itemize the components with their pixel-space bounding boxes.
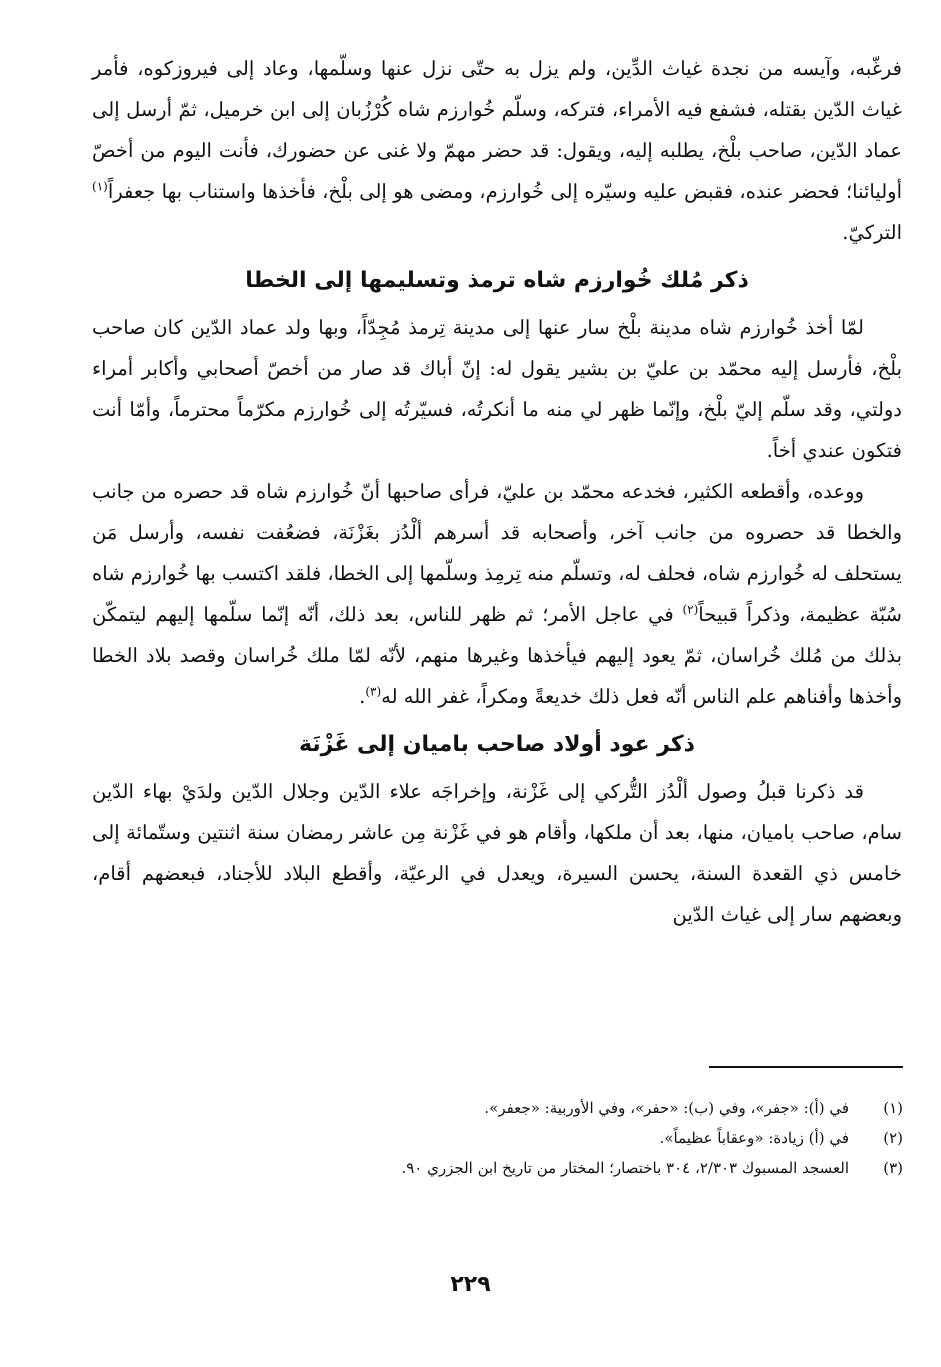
paragraph-1-text: فرغّبه، وآيسه من نجدة غياث الدِّين، ولم يزل به حتّى نزل عنها وسلّمها، وعاد إلى فيروزكوه، فأمر غياث الدّين بقتله، فشفع فيه الأمراء، فتركه، وسلّم خُوارزم شاه كُرْزُبان إلى ابن خرميل، ثمّ أرسل إلى عماد الدّين، صاحب بلْخ، يطلبه إليه، ويقول: قد حضر مهمّ ولا غنى عن حضورك، فأنت اليوم من أخصّ أوليائنا؛ فحضر عنده، فقبض عليه وسيّره إلى خُوارزم، ومضى هو إلى بلْخ، فأخذها واستناب بها جعفراً: [92, 57, 902, 203]
footnote-number: (٢): [883, 1129, 903, 1147]
footnote-3: [93, 1153, 903, 1183]
footnote-text: العسجد المسبوك ٢/٣٠٣، ٣٠٤ باختصار؛ المختار من تاريخ ابن الجزري ٩٠.: [401, 1159, 849, 1177]
footnote-1: [93, 1093, 903, 1123]
paragraph-4: قد ذكرنا قبلُ وصول ألْدُز التُّركي إلى غَزْنة، وإخراجَه علاء الدّين وجلال الدّين ولدَيْ بهاء الدّين سام، صاحب باميان، منها، بعد أن ملكها، وأقام هو في غَزْنة مِن عاشر رمضان سنة اثنتين وستّمائة إلى خامس ذي القعدة السنة، يحسن السيرة، ويعدل في الرعيّة، وأقطع البلاد للأجناد، فبعضهم أقام، وبعضهم سار إلى غياث الدّين: [92, 780, 902, 926]
paragraph-3-text: ووعده، وأقطعه الكثير، فخدعه محمّد بن عليّ، فرأى صاحبها أنّ خُوارزم شاه قد حصره من جانب والخطا قد حصروه من جانب آخر، وأصحابه قد أسرهم ألْدُز بغَزْنَة، فضعُفت نفسه، وأرسل مَن يستحلف له خُوارزم شاه، فحلف له، وتسلّم منه تِرمِذ وسلّمها إلى الخطا، فلقد اكتسب بها خُوارزم شاه سُبّة عظيمة، وذكراً قبيحاً: [92, 480, 902, 626]
footnote-divider: [709, 1066, 903, 1068]
section-heading-ghazna: ذكر عود أولاد صاحب باميان إلى غَزْنَة: [299, 732, 695, 757]
paragraph-2: لمّا أخذ خُوارزم شاه مدينة بلْخ سار عنها إلى مدينة تِرمذ مُجِدّاً، وبها ولد عماد الدّين كان صاحب بلْخ، فأرسل إليه محمّد بن عليّ بن بشير يقول له: إنّ أباك قد صار من أخصّ أصحابي وأكابر أمراء دولتي، وقد سلّم إليّ بلْخ، وإنّما ظهر لي منه ما أنكرتُه، فسيّرتُه إلى خُوارزم مكرّماً محترماً، وأمّا أنت فتكون عندي أخاً.: [92, 316, 902, 462]
footnote-ref-3[interactable]: (٣): [365, 684, 382, 699]
footnote-2: [93, 1123, 903, 1153]
footnote-text: في (أ): «جفر»، وفي (ب): «حفر»، وفي الأوربية: «جعفر».: [484, 1099, 849, 1117]
paragraph-3-end: .: [359, 685, 366, 708]
footnote-number: (٣): [883, 1159, 903, 1177]
footnote-ref-2[interactable]: (٢): [682, 602, 699, 617]
footnote-text: في (أ) زيادة: «وعقاباً عظيماً».: [659, 1129, 849, 1147]
page-number: ٢٢٩: [450, 1272, 491, 1297]
paragraph-1-tail: التركيّ.: [842, 221, 902, 244]
page-body: [92, 48, 902, 935]
footnote-ref-1[interactable]: (١): [92, 179, 108, 194]
paragraph-3-tail: في عاجل الأمر؛ ثم ظهر للناس، بعد ذلك، أنّه إنّما سلّمها إليهم ليتمكّن بذلك من مُلك خُراسان، ثمّ يعود إليهم فيأخذها وغيرها منهم، لأنّه لمّا ملك خُراسان وقصد بلاد الخطا وأخذها وأفناهم علم الناس أنّه فعل ذلك خديعةً ومكراً، غفر الله له: [92, 603, 902, 708]
footnotes: [93, 1093, 903, 1183]
paragraph-1: [92, 48, 902, 253]
footnote-number: (١): [883, 1099, 903, 1117]
paragraph-3: [92, 471, 902, 717]
section-heading-tirmidh: ذكر مُلك خُوارزم شاه ترمذ وتسليمها إلى الخطا: [245, 268, 749, 293]
